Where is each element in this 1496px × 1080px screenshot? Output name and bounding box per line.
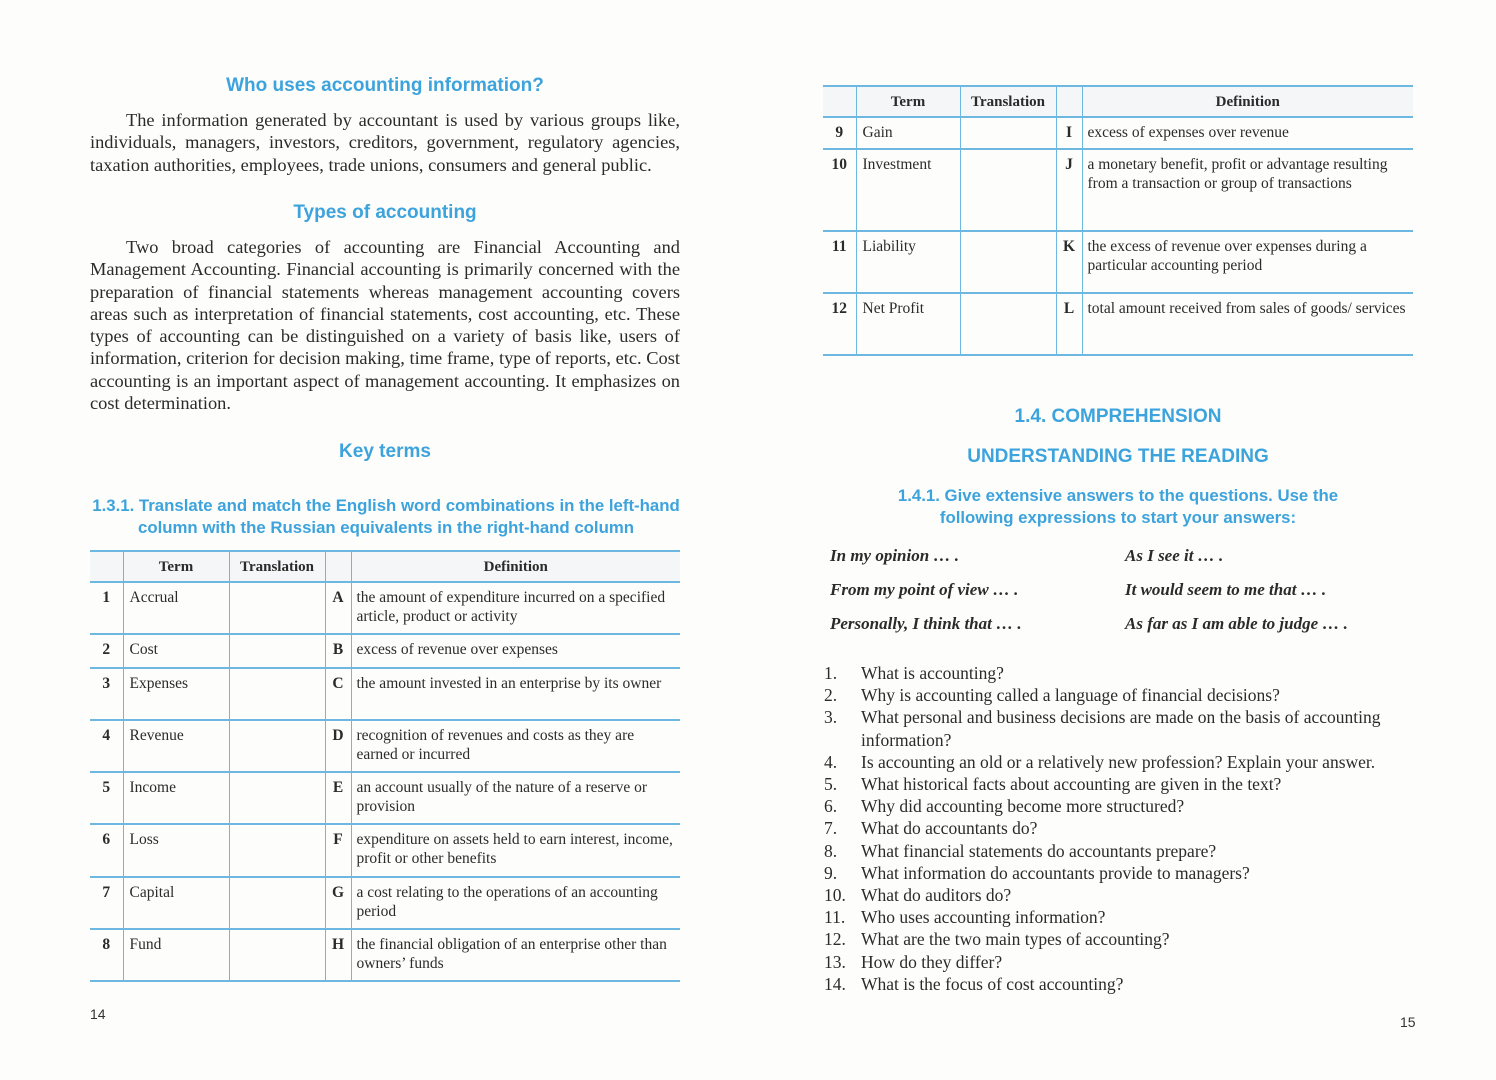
question-number: 4. [824, 751, 838, 772]
comprehension-title: 1.4. COMPREHENSION [1014, 406, 1222, 427]
table-row [90, 772, 680, 824]
definition-cell: the amount of expenditure incurred on a specified article, product or activity [351, 582, 680, 634]
table-row [823, 231, 1413, 293]
question-text: Why is accounting called a language of financial decisions? [861, 685, 1280, 706]
question-item [824, 884, 1424, 906]
header-definition: Definition [351, 551, 680, 582]
question-text: Why did accounting become more structured? [861, 796, 1185, 817]
header-num [90, 551, 123, 582]
definition-cell: excess of expenses over revenue [1082, 117, 1413, 149]
question-item [824, 906, 1424, 928]
definition-letter: L [1056, 293, 1082, 355]
definition-letter: G [325, 877, 351, 929]
translation-cell[interactable] [229, 877, 325, 929]
question-item [824, 928, 1424, 950]
expression: It would seem to me that … . [1125, 580, 1327, 599]
question-text: Is accounting an old or a relatively new profession? Explain your answer. [861, 751, 1376, 772]
term-number: 5 [90, 772, 123, 824]
question-text: What do auditors do? [861, 885, 1012, 906]
questions-list [824, 662, 1424, 995]
table-row [90, 824, 680, 877]
header-letter [325, 551, 351, 582]
definition-cell: total amount received from sales of goods/ services [1082, 293, 1413, 355]
definition-cell: the financial obligation of an enterprise other than owners’ funds [351, 929, 680, 981]
definition-letter: E [325, 772, 351, 824]
term-cell: Income [123, 772, 229, 824]
table-row [823, 117, 1413, 149]
paragraph-text: Two broad categories of accounting are Financial Accounting and Management Accounting. Financial accounting is primarily concerned with the preparation of financial statements whereas management accounting covers areas such as interpretation of financial statements, cost accounting, etc. These types of accounting can be distinguished on a variety of basis like, users of information, criterion for decision making, time frame, type of reports, etc. Cost accounting is an important aspect of management accounting. It emphasizes on cost determination. [90, 237, 680, 414]
question-text: What do accountants do? [861, 818, 1038, 839]
header-definition: Definition [1082, 86, 1413, 117]
table-header-row [823, 86, 1413, 117]
term-cell: Cost [123, 634, 229, 668]
term-number: 10 [823, 149, 856, 231]
term-cell: Loss [123, 824, 229, 877]
expressions-list [830, 546, 1430, 646]
definition-letter: F [325, 824, 351, 877]
translation-cell[interactable] [229, 929, 325, 981]
question-item [824, 951, 1424, 973]
term-cell: Revenue [123, 720, 229, 772]
definition-letter: D [325, 720, 351, 772]
header-translation: Translation [960, 86, 1056, 117]
header-letter [1056, 86, 1082, 117]
header-num [823, 86, 856, 117]
term-number: 12 [823, 293, 856, 355]
key-terms-table-right [823, 85, 1413, 356]
question-item [824, 973, 1424, 995]
understanding-title: UNDERSTANDING THE READING [967, 446, 1269, 467]
term-number: 4 [90, 720, 123, 772]
question-text: What are the two main types of accounting? [861, 929, 1170, 950]
question-number: 12. [824, 929, 846, 950]
question-number: 11. [824, 907, 846, 928]
question-text: What personal and business decisions are made on the basis of accounting information? [861, 707, 1381, 750]
question-text: What financial statements do accountants prepare? [861, 840, 1217, 861]
definition-cell: the excess of revenue over expenses during a particular accounting period [1082, 231, 1413, 293]
term-number: 11 [823, 231, 856, 293]
translation-cell[interactable] [229, 824, 325, 877]
question-text: How do they differ? [861, 951, 1003, 972]
question-number: 5. [824, 774, 838, 795]
header-translation: Translation [229, 551, 325, 582]
header-term: Term [856, 86, 960, 117]
question-number: 7. [824, 818, 838, 839]
term-cell: Gain [856, 117, 960, 149]
table-header-row [90, 551, 680, 582]
table-row [823, 149, 1413, 231]
table-row [90, 668, 680, 720]
definition-letter: C [325, 668, 351, 720]
question-item [824, 706, 1424, 750]
expression: Personally, I think that … . [830, 614, 1022, 633]
expression: From my point of view … . [830, 580, 1019, 599]
term-cell: Net Profit [856, 293, 960, 355]
translation-cell[interactable] [229, 772, 325, 824]
term-cell: Investment [856, 149, 960, 231]
expression: As far as I am able to judge … . [1125, 614, 1348, 633]
translation-cell[interactable] [229, 720, 325, 772]
page-number-right: 15 [1400, 1014, 1416, 1030]
question-item [824, 751, 1424, 773]
section-title-who-uses: Who uses accounting information? [226, 75, 544, 96]
term-cell: Fund [123, 929, 229, 981]
table-row [90, 877, 680, 929]
term-number: 8 [90, 929, 123, 981]
question-item [824, 684, 1424, 706]
question-number: 13. [824, 951, 846, 972]
term-number: 7 [90, 877, 123, 929]
definition-cell: expenditure on assets held to earn interest, income, profit or other benefits [351, 824, 680, 877]
question-item [824, 817, 1424, 839]
expression: As I see it … . [1125, 546, 1224, 565]
term-number: 3 [90, 668, 123, 720]
term-cell: Expenses [123, 668, 229, 720]
table-row [90, 634, 680, 668]
question-text: What is the focus of cost accounting? [861, 973, 1124, 994]
question-number: 3. [824, 707, 838, 728]
table-row [823, 293, 1413, 355]
translation-cell[interactable] [229, 668, 325, 720]
term-number: 1 [90, 582, 123, 634]
term-number: 6 [90, 824, 123, 877]
question-number: 10. [824, 885, 846, 906]
question-number: 1. [824, 663, 838, 683]
definition-letter: H [325, 929, 351, 981]
question-item [824, 773, 1424, 795]
definition-cell: the amount invested in an enterprise by its owner [351, 668, 680, 720]
term-cell: Capital [123, 877, 229, 929]
question-item [824, 795, 1424, 817]
question-item [824, 662, 1424, 684]
term-cell: Accrual [123, 582, 229, 634]
expression: In my opinion … . [830, 546, 959, 565]
translation-cell[interactable] [960, 231, 1056, 293]
key-terms-title: Key terms [339, 441, 431, 462]
page-number-left: 14 [90, 1006, 106, 1022]
translation-cell[interactable] [960, 293, 1056, 355]
question-item [824, 862, 1424, 884]
section-body-types [90, 236, 680, 414]
question-item [824, 840, 1424, 862]
header-term: Term [123, 551, 229, 582]
exercise-1-3-1-title: 1.3.1. Translate and match the English word combinations in the left-hand column with the Russian equivalents in the right-hand column [92, 496, 680, 537]
question-number: 9. [824, 862, 838, 883]
translation-cell[interactable] [960, 117, 1056, 149]
table-row [90, 720, 680, 772]
term-cell: Liability [856, 231, 960, 293]
question-text: Who uses accounting information? [861, 907, 1106, 928]
question-text: What historical facts about accounting are given in the text? [861, 774, 1282, 795]
section-body-who-uses [90, 109, 680, 176]
translation-cell[interactable] [960, 149, 1056, 231]
paragraph-text: The information generated by accountant is used by various groups like, individuals, managers, investors, creditors, government, regulatory agencies, taxation authorities, employees, trade unions, consumers and general public. [90, 110, 680, 175]
question-number: 8. [824, 840, 838, 861]
table-row [90, 929, 680, 981]
definition-cell: recognition of revenues and costs as they are earned or incurred [351, 720, 680, 772]
definition-letter: B [325, 634, 351, 668]
definition-cell: an account usually of the nature of a reserve or provision [351, 772, 680, 824]
definition-cell: a monetary benefit, profit or advantage resulting from a transaction or group of transactions [1082, 149, 1413, 231]
definition-letter: K [1056, 231, 1082, 293]
definition-letter: I [1056, 117, 1082, 149]
key-terms-table-left [90, 550, 680, 982]
term-number: 2 [90, 634, 123, 668]
question-number: 2. [824, 685, 838, 706]
definition-cell: excess of revenue over expenses [351, 634, 680, 668]
right-page [748, 0, 1496, 1080]
exercise-1-4-1-title: 1.4.1. Give extensive answers to the questions. Use the following expressions to start your answers: [897, 486, 1339, 527]
question-number: 6. [824, 796, 838, 817]
question-text: What is accounting? [861, 663, 1004, 683]
definition-letter: A [325, 582, 351, 634]
definition-cell: a cost relating to the operations of an accounting period [351, 877, 680, 929]
question-text: What information do accountants provide to managers? [861, 862, 1250, 883]
definition-letter: J [1056, 149, 1082, 231]
section-title-types: Types of accounting [293, 202, 477, 223]
question-number: 14. [824, 973, 846, 994]
translation-cell[interactable] [229, 582, 325, 634]
table-row [90, 582, 680, 634]
term-number: 9 [823, 117, 856, 149]
translation-cell[interactable] [229, 634, 325, 668]
